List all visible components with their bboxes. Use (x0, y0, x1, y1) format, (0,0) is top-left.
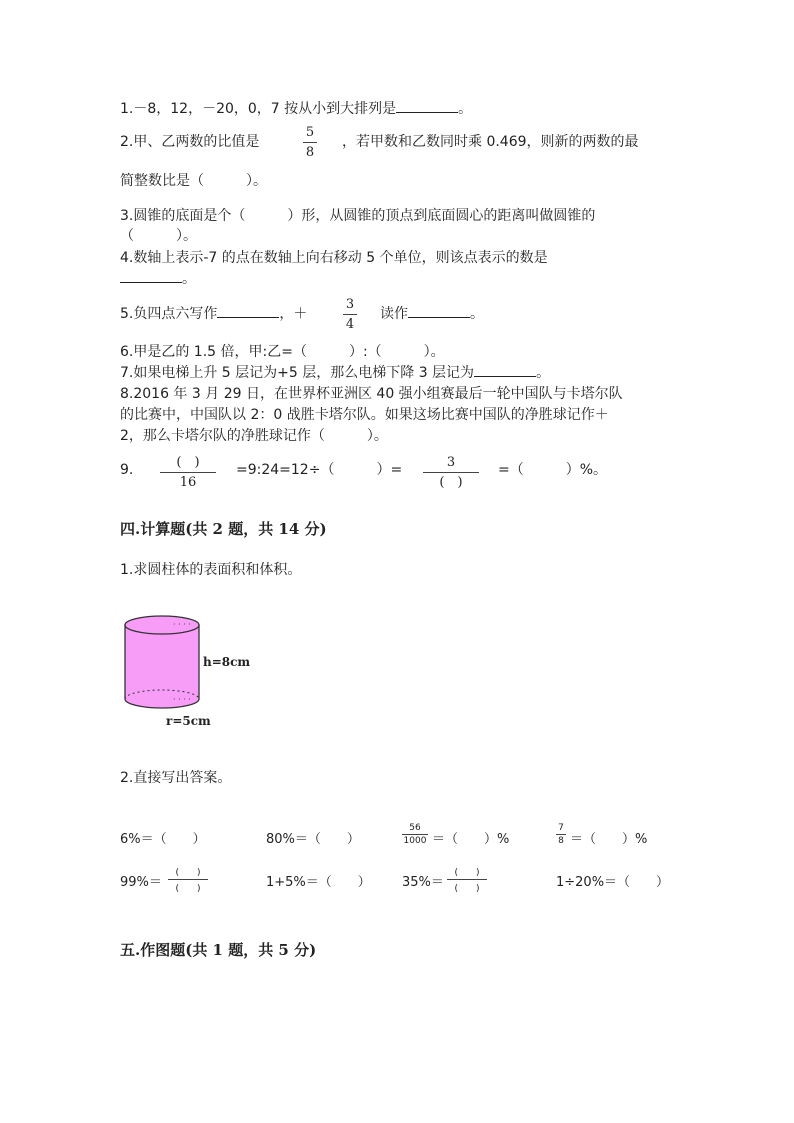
question-2-line-2: 简整数比是（ ）。 (120, 173, 267, 189)
fraction-56-1000: 56 1000 (403, 823, 427, 846)
question-5b: 读作 。 (380, 303, 484, 324)
svg-text:· · · ·: · · · · (173, 695, 191, 704)
question-8-line-2: 的比赛中，中国队以 2：0 战胜卡塔尔队。如果这场比赛中国队的净胜球记作＋ (120, 407, 609, 423)
fraction-blank-blank: ( ) ( ) (447, 865, 487, 894)
question-9-middle: =9:24=12÷（ ）= (236, 462, 403, 478)
calc-8: 1÷20%＝（ ） (556, 875, 670, 890)
fraction-3-4: 3 4 (343, 297, 357, 332)
question-3-line-1: 3.圆锥的底面是个（ ）形，从圆锥的顶点到底面圆心的距离叫做圆锥的 (120, 208, 596, 224)
problem-1: 1.求圆柱体的表面积和体积。 (120, 562, 302, 578)
answer-blank[interactable] (217, 303, 279, 318)
question-2-line-1b: ，若甲数和乙数同时乘 0.469，则新的两数的最 (342, 134, 639, 150)
answer-blank[interactable] (396, 98, 458, 113)
question-1: 1.－8，12，－20，0，7 按从小到大排列是 。 (120, 98, 472, 119)
calc-6: 1+5%＝（ ） (266, 875, 371, 890)
question-4-line-1: 4.数轴上表示-7 的点在数轴上向右移动 5 个单位，则该点表示的数是 (120, 250, 548, 266)
answer-blank[interactable] (474, 362, 536, 377)
fraction-blank-16: ( ) 16 (160, 455, 216, 490)
fraction-blank-blank: ( ) ( ) (168, 865, 208, 894)
calc-7: 35%＝ (402, 875, 444, 890)
question-8-line-1: 8.2016 年 3 月 29 日，在世界杯亚洲区 40 强小组赛最后一轮中国队与卡塔尔队 (120, 386, 623, 402)
answer-blank[interactable] (120, 268, 182, 283)
fraction-3-blank: 3 ( ) (423, 455, 479, 490)
question-8-line-3: 2，那么卡塔尔队的净胜球记作（ ）。 (120, 428, 388, 444)
section-4-title: 四.计算题(共 2 题，共 14 分) (120, 520, 327, 538)
calc-5: 99%＝ (120, 875, 162, 890)
question-3-line-2: （ ）。 (120, 228, 197, 244)
question-9-end: =（ ）%。 (498, 462, 608, 478)
fraction-5-8: 5 8 (303, 125, 317, 160)
calc-3: ＝（ ）% (432, 832, 510, 847)
height-label: h=8cm (203, 655, 251, 669)
answer-blank[interactable] (408, 303, 470, 318)
radius-label: r=5cm (166, 714, 211, 728)
question-5: 5.负四点六写作 ，＋ (120, 303, 307, 324)
calc-2: 80%＝（ ） (266, 832, 360, 847)
question-7: 7.如果电梯上升 5 层记为+5 层，那么电梯下降 3 层记为 。 (120, 362, 550, 383)
svg-text:· · · ·: · · · · (173, 620, 191, 629)
problem-2: 2.直接写出答案。 (120, 770, 232, 786)
question-2-line-1: 2.甲、乙两数的比值是 (120, 134, 260, 150)
question-4-line-2: 。 (120, 268, 196, 289)
question-6: 6.甲是乙的 1.5 倍，甲:乙=（ ）:（ ）。 (120, 344, 445, 360)
calc-1: 6%＝（ ） (120, 832, 206, 847)
question-9-number: 9. (120, 462, 134, 478)
section-5-title: 五.作图题(共 1 题，共 5 分) (120, 941, 317, 959)
calc-4: ＝（ ）% (570, 832, 648, 847)
fraction-7-8: 7 8 (556, 823, 566, 846)
